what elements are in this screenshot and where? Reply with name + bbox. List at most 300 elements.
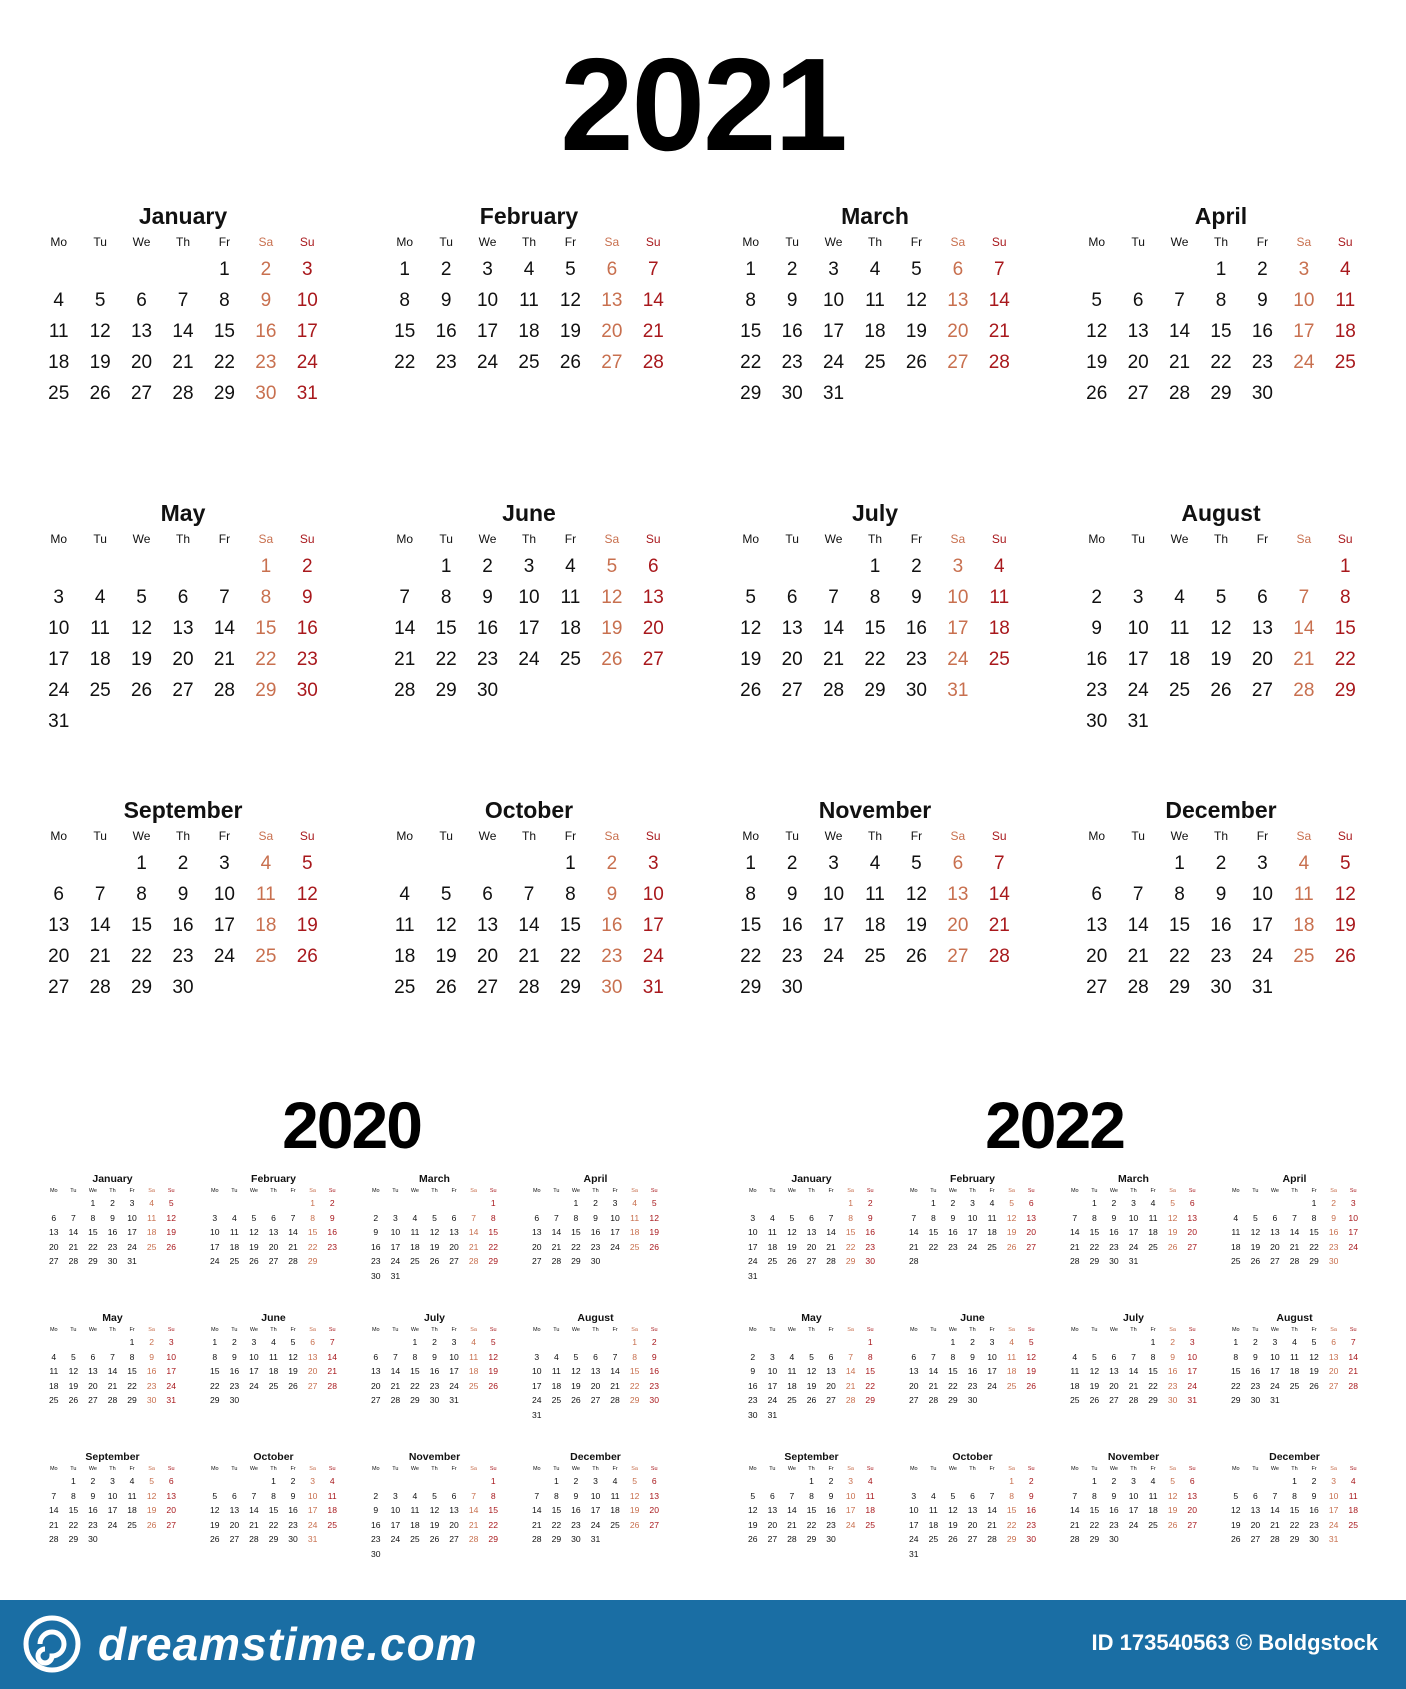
weekday-header: Tu — [392, 1466, 399, 1472]
day-cell: 31 — [307, 1534, 318, 1544]
day-cell: 13 — [601, 290, 623, 311]
day-cell: 25 — [1348, 1519, 1358, 1530]
weekday-header: Tu — [1131, 532, 1145, 546]
month-december-2022 — [1226, 1451, 1363, 1547]
month-name: July — [423, 1312, 445, 1324]
day-cell: 5 — [750, 1490, 756, 1501]
day-cell: 7 — [553, 1212, 559, 1223]
day-cell: 18 — [559, 618, 581, 639]
day-cell: 13 — [947, 290, 969, 311]
day-cell: 7 — [828, 1212, 834, 1223]
day-cell: 8 — [867, 1351, 873, 1362]
day-cell: 1 — [70, 1476, 76, 1486]
day-cell: 12 — [948, 1505, 958, 1515]
weekday-header: Mo — [909, 1466, 918, 1472]
day-cell: 16 — [435, 321, 457, 342]
day-cell: 11 — [48, 321, 69, 342]
day-cell: 2 — [593, 1198, 598, 1208]
day-cell: 13 — [449, 1227, 459, 1237]
weekday-header: Tu — [1252, 1327, 1259, 1333]
empty-cell — [83, 1335, 103, 1350]
day-cell: 31 — [166, 1395, 176, 1405]
weekday-header: We — [88, 1188, 97, 1194]
day-cell: 28 — [928, 1395, 939, 1405]
day-cell: 24 — [210, 1256, 220, 1266]
weekday-header: Fr — [564, 532, 577, 546]
day-cell: 29 — [210, 1395, 220, 1405]
day-cell: 9 — [177, 884, 189, 905]
day-cell: 3 — [451, 1337, 457, 1347]
day-cell: 28 — [987, 1534, 997, 1544]
empty-cell — [904, 1196, 924, 1211]
day-cell: 27 — [88, 1395, 98, 1405]
empty-cell — [743, 1474, 763, 1489]
empty-cell — [162, 551, 203, 582]
day-cell: 9 — [970, 1351, 975, 1362]
day-cell: 20 — [1086, 946, 1108, 967]
day-cell: 13 — [1251, 618, 1273, 639]
day-cell: 10 — [127, 1212, 137, 1223]
month-may-2022 — [743, 1312, 880, 1422]
day-cell: 18 — [127, 1505, 137, 1515]
empty-cell — [386, 1196, 406, 1211]
weekday-header: Tu — [93, 532, 107, 546]
day-cell: 3 — [1189, 1337, 1195, 1347]
day-grid — [1076, 527, 1366, 737]
day-cell: 6 — [168, 1476, 174, 1486]
day-cell: 4 — [993, 556, 1005, 577]
day-cell: 12 — [1026, 1351, 1036, 1362]
day-cell: 16 — [476, 618, 499, 639]
day-cell: 26 — [429, 1256, 440, 1266]
day-cell: 9 — [260, 290, 272, 311]
day-cell: 24 — [909, 1534, 919, 1544]
day-cell: 20 — [49, 1241, 59, 1252]
day-cell: 22 — [1334, 649, 1356, 670]
weekday-header: Tu — [553, 1327, 560, 1333]
day-cell: 1 — [869, 556, 881, 577]
weekday-header: Fr — [612, 1327, 618, 1333]
day-cell: 9 — [301, 587, 313, 608]
day-cell: 12 — [1210, 618, 1232, 639]
day-cell: 13 — [532, 1227, 542, 1237]
day-cell: 10 — [249, 1351, 259, 1362]
day-cell: 1 — [848, 1198, 854, 1208]
day-cell: 13 — [967, 1505, 978, 1515]
day-cell: 3 — [1131, 1476, 1136, 1486]
day-cell: 30 — [1251, 383, 1273, 404]
day-cell: 6 — [53, 884, 64, 905]
day-cell: 29 — [1309, 1256, 1319, 1266]
day-cell: 30 — [296, 680, 318, 701]
empty-cell — [508, 848, 549, 879]
day-cell: 13 — [1026, 1212, 1036, 1223]
day-cell: 20 — [371, 1380, 381, 1391]
day-cell: 10 — [48, 618, 70, 639]
day-cell: 25 — [987, 1241, 997, 1252]
weekday-header: Tu — [439, 829, 453, 843]
day-cell: 16 — [1210, 915, 1232, 936]
day-cell: 16 — [1109, 1227, 1119, 1237]
day-cell: 20 — [781, 649, 803, 670]
day-cell: 20 — [1187, 1505, 1197, 1515]
day-cell: 17 — [390, 1519, 401, 1530]
day-grid — [205, 1464, 342, 1547]
day-cell: 21 — [288, 1241, 298, 1252]
day-cell: 30 — [781, 977, 803, 998]
empty-cell — [782, 1335, 802, 1350]
day-cell: 26 — [806, 1395, 817, 1405]
day-cell: 1 — [90, 1198, 96, 1208]
empty-cell — [841, 1335, 861, 1350]
weekday-header: Su — [650, 1188, 658, 1194]
day-cell: 28 — [49, 1534, 59, 1544]
day-cell: 4 — [412, 1490, 418, 1501]
day-cell: 7 — [1131, 1351, 1136, 1362]
day-cell: 22 — [268, 1519, 279, 1530]
day-cell: 6 — [310, 1337, 316, 1347]
weekday-header: Tu — [1091, 1327, 1098, 1333]
day-cell: 1 — [1009, 1476, 1015, 1486]
day-cell: 11 — [987, 1212, 997, 1223]
day-cell: 27 — [1086, 977, 1108, 998]
day-cell: 17 — [590, 1505, 601, 1515]
empty-cell — [366, 1474, 386, 1489]
day-cell: 19 — [1006, 1227, 1017, 1237]
day-cell: 7 — [70, 1212, 76, 1223]
weekday-header: Su — [1337, 532, 1353, 546]
day-cell: 3 — [750, 1212, 756, 1223]
empty-cell — [79, 254, 120, 285]
day-cell: 8 — [219, 290, 230, 311]
weekday-header: Fr — [1256, 829, 1269, 843]
weekday-header: Fr — [290, 1188, 296, 1194]
day-cell: 31 — [642, 977, 664, 998]
weekday-header: Sa — [631, 1466, 638, 1472]
day-cell: 19 — [288, 1366, 298, 1376]
day-cell: 23 — [865, 1241, 875, 1252]
weekday-header: Th — [592, 1327, 599, 1333]
day-cell: 29 — [1231, 1395, 1241, 1405]
day-cell: 14 — [468, 1227, 479, 1237]
day-cell: 3 — [1132, 587, 1144, 608]
day-cell: 6 — [231, 1490, 237, 1501]
day-cell: 12 — [166, 1212, 176, 1223]
day-cell: 26 — [1167, 1519, 1178, 1530]
empty-cell — [763, 1335, 783, 1350]
day-cell: 9 — [651, 1351, 657, 1362]
day-cell: 8 — [399, 290, 410, 311]
day-cell: 25 — [1293, 946, 1315, 967]
day-cell: 19 — [146, 1505, 157, 1515]
day-cell: 15 — [864, 618, 886, 639]
day-cell: 3 — [1331, 1476, 1337, 1486]
day-cell: 30 — [748, 1409, 758, 1420]
day-cell: 9 — [911, 587, 922, 608]
weekday-header: Mo — [748, 1327, 757, 1333]
day-cell: 13 — [590, 1366, 601, 1376]
day-cell: 2 — [440, 259, 452, 280]
empty-cell — [802, 1335, 822, 1350]
day-cell: 30 — [967, 1395, 978, 1405]
day-cell: 15 — [551, 1505, 562, 1515]
day-cell: 27 — [1250, 1534, 1261, 1544]
day-cell: 8 — [1150, 1351, 1156, 1362]
day-cell: 18 — [1334, 321, 1356, 342]
month-june-2022 — [904, 1312, 1041, 1408]
day-cell: 2 — [950, 1198, 956, 1208]
day-cell: 10 — [390, 1505, 401, 1515]
day-cell: 19 — [429, 1519, 440, 1530]
empty-cell — [244, 1474, 264, 1489]
day-cell: 2 — [432, 1337, 437, 1347]
day-cell: 18 — [1289, 1366, 1300, 1376]
day-cell: 19 — [905, 915, 927, 936]
weekday-header: Fr — [129, 1188, 135, 1194]
day-cell: 8 — [412, 1351, 418, 1362]
day-cell: 13 — [48, 915, 70, 936]
day-cell: 11 — [269, 1351, 278, 1362]
day-grid — [44, 1464, 181, 1547]
day-cell: 30 — [601, 977, 623, 998]
empty-cell — [366, 1196, 386, 1211]
month-february-2022 — [904, 1173, 1041, 1269]
day-grid — [1226, 1464, 1363, 1547]
day-cell: 1 — [1150, 1337, 1156, 1347]
empty-cell — [813, 551, 854, 582]
day-cell: 24 — [1251, 946, 1273, 967]
day-cell: 26 — [629, 1519, 640, 1530]
day-cell: 25 — [988, 649, 1010, 670]
day-cell: 23 — [781, 946, 803, 967]
weekday-header: We — [1109, 1466, 1118, 1472]
empty-cell — [1117, 254, 1158, 285]
day-cell: 25 — [468, 1380, 479, 1391]
month-name: October — [484, 797, 574, 823]
weekday-header: We — [1170, 829, 1189, 843]
day-cell: 31 — [822, 383, 845, 404]
day-cell: 28 — [89, 977, 111, 998]
day-cell: 15 — [1089, 1227, 1100, 1237]
day-cell: 27 — [967, 1534, 978, 1544]
empty-cell — [384, 551, 425, 582]
empty-cell — [225, 1474, 245, 1489]
day-cell: 27 — [268, 1256, 279, 1266]
day-cell: 13 — [49, 1227, 59, 1237]
day-cell: 26 — [130, 680, 153, 701]
empty-cell — [527, 1474, 547, 1489]
day-cell: 23 — [1250, 1380, 1261, 1391]
month-december-2021 — [1076, 796, 1366, 1003]
empty-cell — [1283, 551, 1324, 582]
day-cell: 12 — [210, 1505, 220, 1515]
day-cell: 6 — [593, 1351, 598, 1362]
day-cell: 11 — [551, 1366, 561, 1376]
day-cell: 26 — [146, 1519, 157, 1530]
day-cell: 12 — [559, 290, 581, 311]
day-cell: 11 — [767, 1227, 777, 1237]
weekday-header: Tu — [769, 1188, 776, 1194]
day-cell: 31 — [48, 711, 70, 732]
empty-cell — [205, 1196, 225, 1211]
day-cell: 23 — [781, 352, 803, 373]
day-cell: 12 — [249, 1227, 259, 1237]
day-cell: 26 — [1167, 1241, 1178, 1252]
day-cell: 7 — [251, 1490, 257, 1501]
day-cell: 18 — [1148, 1505, 1158, 1515]
empty-cell — [44, 1196, 64, 1211]
day-cell: 23 — [296, 649, 318, 670]
month-name: December — [1269, 1451, 1320, 1463]
weekday-header: We — [1170, 235, 1189, 249]
day-cell: 25 — [559, 649, 581, 670]
day-cell: 21 — [928, 1380, 939, 1391]
day-cell: 26 — [571, 1395, 581, 1405]
day-cell: 3 — [612, 1198, 618, 1208]
weekday-header: Sa — [258, 235, 274, 249]
day-cell: 7 — [94, 884, 106, 905]
day-cell: 7 — [51, 1490, 57, 1501]
day-cell: 25 — [551, 1395, 562, 1405]
day-cell: 31 — [1128, 1256, 1139, 1266]
weekday-header: Sa — [148, 1327, 155, 1333]
day-cell: 14 — [551, 1227, 562, 1237]
weekday-header: Th — [431, 1466, 438, 1472]
weekday-header: Mo — [1088, 235, 1106, 249]
day-cell: 17 — [518, 618, 540, 639]
empty-cell — [743, 1196, 763, 1211]
day-cell: 7 — [989, 1490, 995, 1501]
day-cell: 4 — [1350, 1476, 1356, 1486]
weekday-header: Sa — [1008, 1466, 1015, 1472]
day-cell: 8 — [490, 1212, 496, 1223]
empty-cell — [283, 1196, 303, 1211]
day-cell: 18 — [864, 321, 886, 342]
month-october-2021 — [384, 796, 674, 1003]
day-cell: 21 — [1168, 352, 1191, 373]
day-cell: 31 — [590, 1534, 601, 1544]
weekday-header: Mo — [49, 1188, 58, 1194]
day-cell: 26 — [288, 1380, 298, 1391]
day-cell: 11 — [865, 1490, 875, 1501]
day-cell: 18 — [987, 1227, 997, 1237]
day-cell: 22 — [1309, 1241, 1319, 1252]
day-cell: 25 — [1231, 1256, 1241, 1266]
footer-brand[interactable]: dreamstime.com — [98, 1618, 478, 1670]
day-cell: 4 — [1233, 1212, 1239, 1223]
day-cell: 7 — [993, 259, 1005, 280]
day-cell: 12 — [1250, 1227, 1261, 1237]
day-cell: 18 — [1348, 1505, 1358, 1515]
day-cell: 1 — [1174, 853, 1185, 874]
day-cell: 7 — [177, 290, 189, 311]
day-cell: 18 — [1293, 915, 1315, 936]
weekday-header: Sa — [1008, 1327, 1015, 1333]
month-october-2020 — [205, 1451, 342, 1547]
weekday-header: Tu — [70, 1466, 77, 1472]
day-cell: 27 — [947, 352, 969, 373]
weekday-header: Mo — [1088, 829, 1106, 843]
day-cell: 25 — [146, 1241, 157, 1252]
empty-cell — [1246, 1196, 1266, 1211]
weekday-header: Tu — [231, 1327, 238, 1333]
day-cell: 17 — [947, 618, 969, 639]
day-cell: 3 — [301, 259, 313, 280]
month-name: May — [102, 1312, 123, 1324]
day-cell: 25 — [1006, 1380, 1017, 1391]
day-cell: 7 — [1292, 1212, 1297, 1223]
weekday-header: Mo — [909, 1188, 918, 1194]
day-cell: 11 — [1070, 1366, 1080, 1376]
day-cell: 6 — [809, 1212, 814, 1223]
weekday-header: Su — [299, 829, 315, 843]
day-cell: 19 — [1210, 649, 1232, 670]
day-cell: 12 — [429, 1227, 440, 1237]
day-cell: 29 — [559, 977, 581, 998]
day-cell: 10 — [166, 1351, 176, 1362]
day-cell: 25 — [255, 946, 277, 967]
day-cell: 3 — [251, 1337, 257, 1347]
weekday-header: Tu — [553, 1466, 560, 1472]
day-cell: 25 — [1148, 1519, 1158, 1530]
day-cell: 15 — [928, 1227, 939, 1237]
day-cell: 19 — [1026, 1366, 1036, 1376]
empty-cell — [547, 1196, 567, 1211]
day-cell: 18 — [468, 1366, 479, 1376]
day-cell: 20 — [826, 1380, 836, 1391]
day-cell: 6 — [952, 853, 964, 874]
day-cell: 2 — [90, 1476, 96, 1486]
empty-cell — [904, 1335, 924, 1350]
month-march-2022 — [1065, 1173, 1202, 1269]
day-cell: 14 — [928, 1366, 939, 1376]
day-cell: 30 — [1309, 1534, 1319, 1544]
weekday-header: Th — [867, 829, 882, 843]
day-cell: 23 — [1109, 1519, 1119, 1530]
day-cell: 28 — [327, 1380, 337, 1391]
day-cell: 13 — [88, 1366, 98, 1376]
day-cell: 18 — [394, 946, 416, 967]
day-cell: 12 — [130, 618, 153, 639]
day-cell: 9 — [573, 1490, 579, 1501]
day-cell: 5 — [94, 290, 106, 311]
day-cell: 7 — [219, 587, 230, 608]
day-cell: 21 — [1270, 1519, 1280, 1530]
day-cell: 25 — [864, 946, 886, 967]
day-cell: 19 — [1089, 1380, 1100, 1391]
day-cell: 5 — [1091, 290, 1102, 311]
weekday-header: Mo — [1088, 532, 1106, 546]
day-cell: 29 — [410, 1395, 420, 1405]
weekday-header: Fr — [564, 829, 577, 843]
day-cell: 8 — [1091, 1212, 1097, 1223]
weekday-header: Tu — [553, 1188, 560, 1194]
day-cell: 21 — [468, 1241, 479, 1252]
month-name: February — [479, 203, 579, 229]
empty-cell — [225, 1196, 245, 1211]
day-cell: 21 — [390, 1380, 401, 1391]
empty-cell — [1200, 551, 1241, 582]
day-cell: 7 — [612, 1351, 618, 1362]
year-2020-title: 2020 — [282, 1088, 421, 1162]
day-cell: 23 — [905, 649, 927, 670]
day-cell: 24 — [1187, 1380, 1197, 1391]
day-cell: 21 — [327, 1366, 337, 1376]
day-cell: 21 — [213, 649, 235, 670]
day-cell: 22 — [1210, 352, 1232, 373]
weekday-header: Mo — [1070, 1466, 1079, 1472]
day-cell: 12 — [288, 1351, 298, 1362]
